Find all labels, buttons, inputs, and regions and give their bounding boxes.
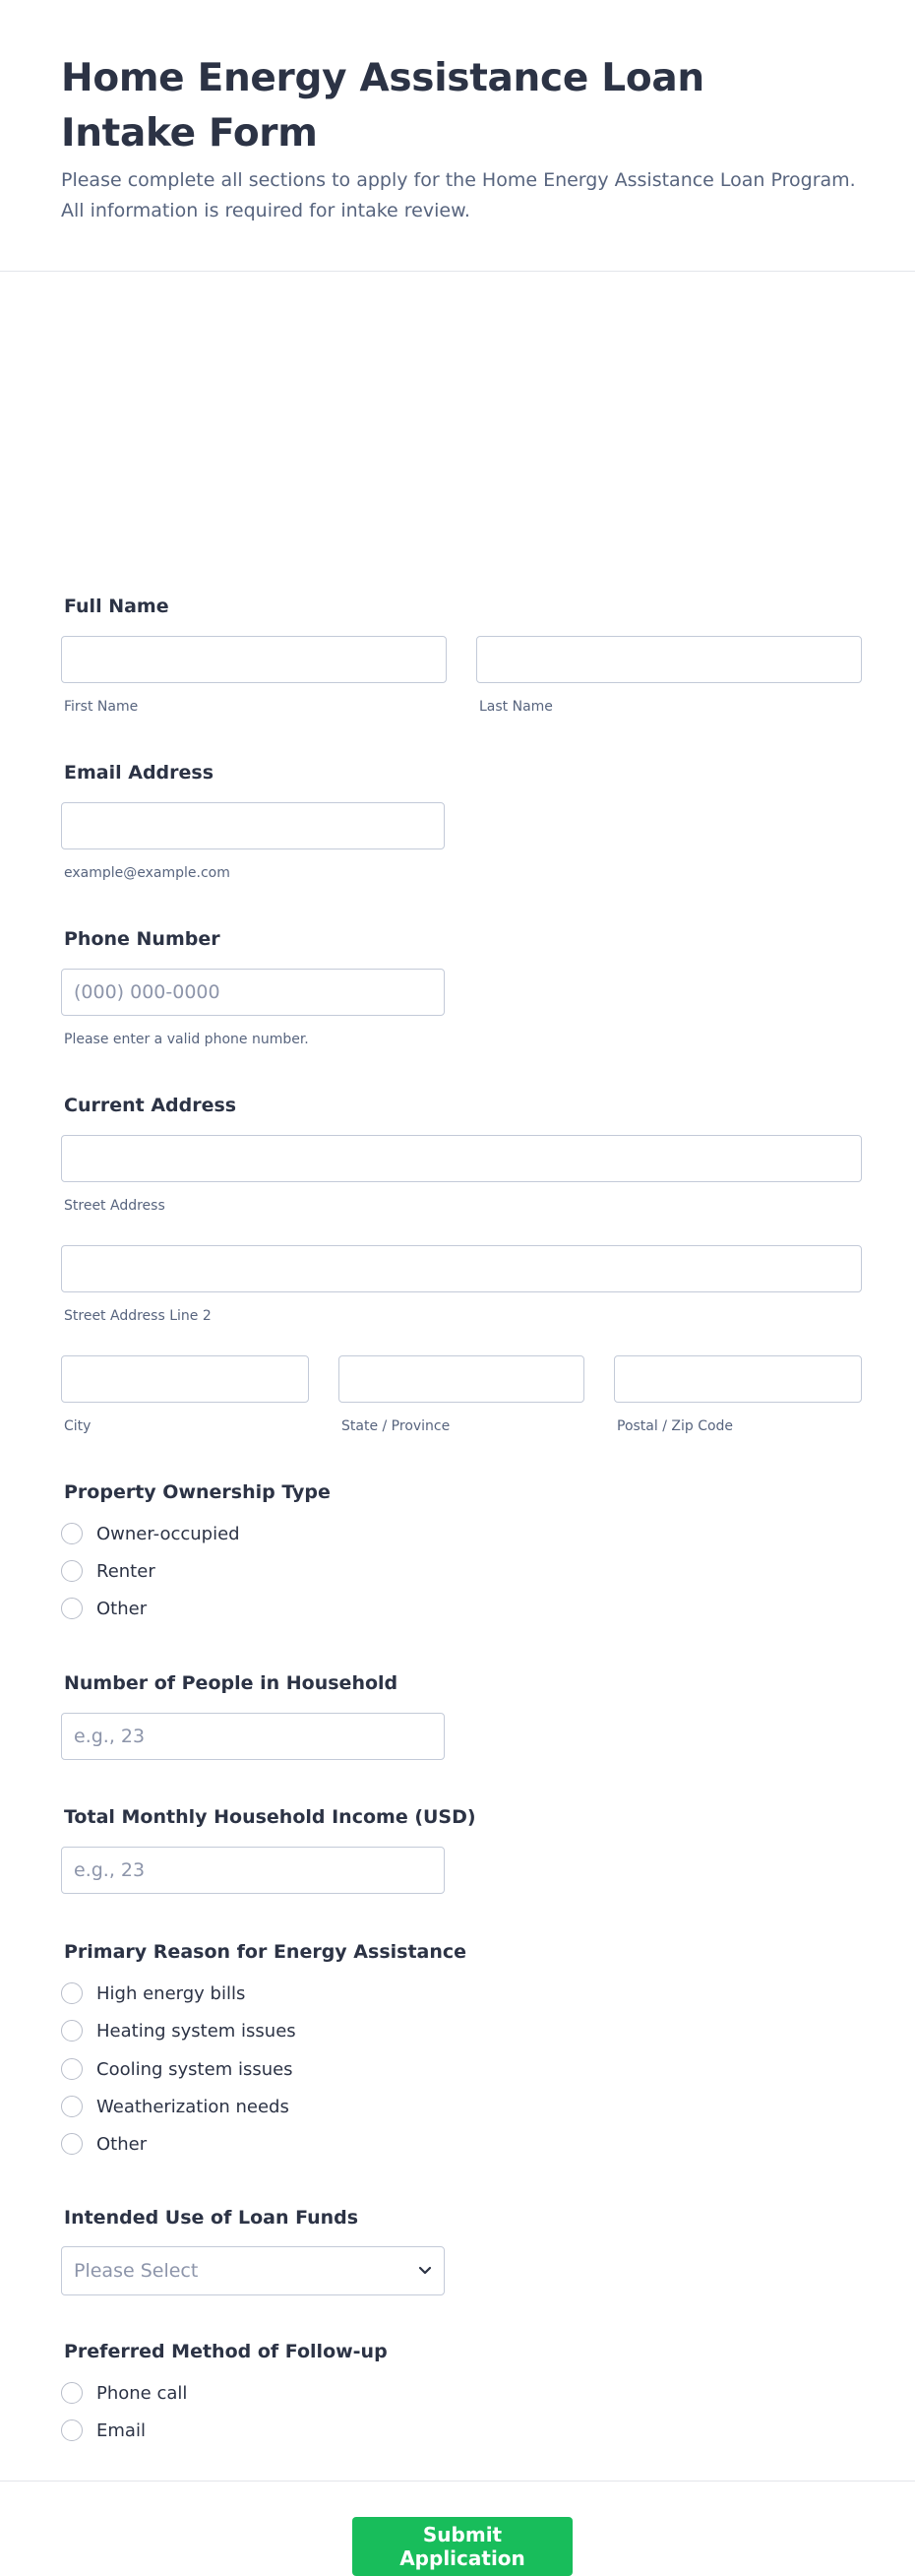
radio-circle-icon[interactable] [61, 2096, 83, 2117]
footer-divider [0, 2481, 915, 2482]
first-name-sublabel: First Name [64, 699, 139, 715]
radio-label: Other [96, 1598, 148, 1619]
full-name-label: Full Name [64, 596, 169, 617]
radio-circle-icon[interactable] [61, 2382, 83, 2404]
radio-circle-icon[interactable] [61, 1598, 83, 1619]
radio-circle-icon[interactable] [61, 2419, 83, 2441]
zip-sublabel: Postal / Zip Code [617, 1418, 734, 1434]
ownership-label: Property Ownership Type [64, 1481, 331, 1503]
city-sublabel: City [64, 1418, 92, 1434]
radio-circle-icon[interactable] [61, 2058, 83, 2080]
zip-input[interactable] [614, 1355, 862, 1403]
form-header [0, 0, 915, 272]
ownership-option-owner-occupied[interactable] [61, 1521, 240, 1546]
radio-label: High energy bills [96, 1982, 246, 2004]
ownership-option-renter[interactable] [61, 1558, 155, 1584]
phone-input[interactable] [61, 969, 445, 1016]
radio-label: Owner-occupied [96, 1523, 240, 1544]
reason-option-other[interactable] [61, 2131, 147, 2157]
loan-use-label: Intended Use of Loan Funds [64, 2207, 359, 2229]
last-name-sublabel: Last Name [479, 699, 553, 715]
loan-use-selected-value: Please Select [74, 2260, 199, 2282]
radio-circle-icon[interactable] [61, 1560, 83, 1582]
followup-label: Preferred Method of Follow-up [64, 2341, 388, 2362]
radio-label: Phone call [96, 2382, 188, 2404]
phone-sublabel: Please enter a valid phone number. [64, 1032, 309, 1047]
email-input[interactable] [61, 802, 445, 849]
state-sublabel: State / Province [341, 1418, 451, 1434]
household-label: Number of People in Household [64, 1672, 398, 1694]
chevron-down-icon [418, 2266, 432, 2276]
page-title: Home Energy Assistance Loan Intake Form [61, 56, 704, 156]
radio-label: Email [96, 2419, 146, 2441]
radio-label: Weatherization needs [96, 2096, 289, 2117]
radio-label: Heating system issues [96, 2020, 296, 2042]
email-label: Email Address [64, 762, 214, 784]
form-description: Please complete all sections to apply for the Home Energy Assistance Loan Program. All information is required for intake review. [61, 169, 856, 221]
income-input[interactable] [61, 1847, 445, 1894]
reason-option-heating[interactable] [61, 2018, 296, 2043]
reason-label: Primary Reason for Energy Assistance [64, 1941, 467, 1963]
first-name-input[interactable] [61, 636, 447, 683]
household-size-input[interactable] [61, 1713, 445, 1760]
phone-label: Phone Number [64, 928, 220, 950]
street-address-line2-input[interactable] [61, 1245, 862, 1292]
loan-use-select[interactable] [61, 2246, 445, 2295]
state-input[interactable] [338, 1355, 584, 1403]
followup-option-email[interactable] [61, 2418, 146, 2443]
street-address-line2-sublabel: Street Address Line 2 [64, 1308, 212, 1324]
city-input[interactable] [61, 1355, 309, 1403]
radio-circle-icon[interactable] [61, 1523, 83, 1544]
email-sublabel: example@example.com [64, 865, 230, 881]
last-name-input[interactable] [476, 636, 862, 683]
street-address-input[interactable] [61, 1135, 862, 1182]
ownership-option-other[interactable] [61, 1596, 147, 1621]
radio-label: Renter [96, 1560, 155, 1582]
followup-option-phone-call[interactable] [61, 2380, 187, 2406]
radio-label: Cooling system issues [96, 2058, 293, 2080]
radio-circle-icon[interactable] [61, 2020, 83, 2042]
address-label: Current Address [64, 1095, 237, 1116]
income-label: Total Monthly Household Income (USD) [64, 1806, 476, 1828]
radio-circle-icon[interactable] [61, 1982, 83, 2004]
radio-circle-icon[interactable] [61, 2133, 83, 2155]
reason-option-high-energy-bills[interactable] [61, 1980, 245, 2006]
street-address-sublabel: Street Address [64, 1198, 165, 1214]
radio-label: Other [96, 2133, 148, 2155]
submit-button[interactable]: Submit Application [352, 2517, 573, 2576]
reason-option-cooling[interactable] [61, 2056, 293, 2082]
reason-option-weatherization[interactable] [61, 2094, 289, 2119]
